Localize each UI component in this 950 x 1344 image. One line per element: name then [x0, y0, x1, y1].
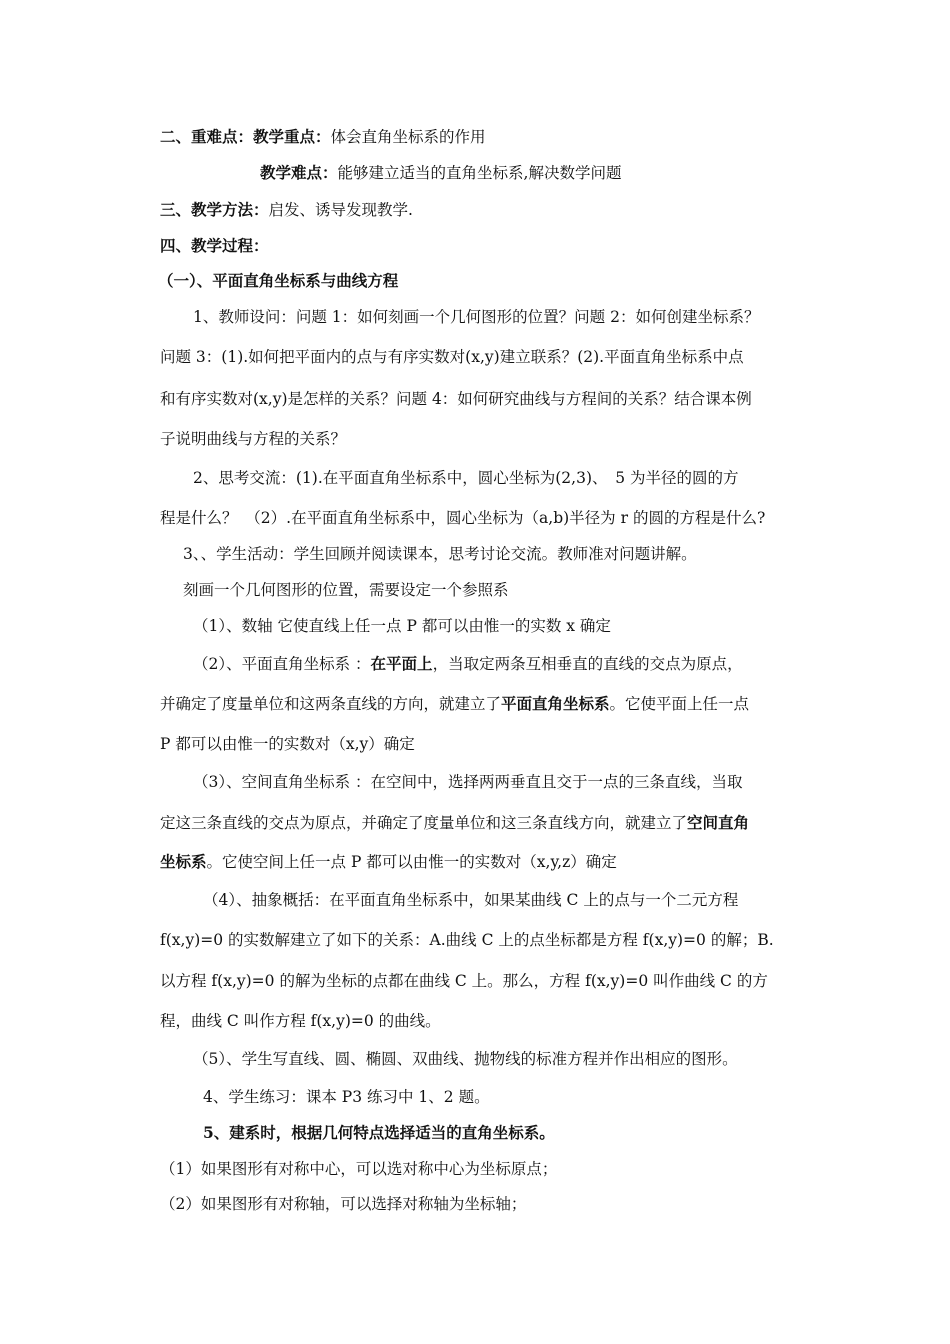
- paragraph-line: （1）、数轴 它使直线上任一点 P 都可以由惟一的实数 x 确定: [193, 617, 611, 635]
- method-text: 启发、诱导发现教学.: [268, 201, 413, 219]
- method-line: [160, 199, 810, 221]
- paragraph-line: 问题 3：(1).如何把平面内的点与有序实数对(x,y)建立联系？(2).平面直角坐标系中点: [160, 348, 744, 366]
- paragraph-line: [193, 653, 843, 675]
- text-run: 并确定了度量单位和这两条直线的方向，就建立了: [160, 695, 502, 713]
- paragraph-line: 程，曲线 C 叫作方程 f(x,y)=0 的曲线。: [160, 1012, 441, 1030]
- part-title: （一）、平面直角坐标系与曲线方程: [158, 271, 399, 290]
- paragraph-line: （3）、空间直角坐标系 ：在空间中，选择两两垂直且交于一点的三条直线，当取: [193, 773, 743, 791]
- section-heading: 三、教学方法：: [160, 200, 269, 219]
- bold-run: 在平面上: [370, 654, 433, 673]
- section-heading: 四、教学过程：: [160, 236, 269, 255]
- key-point-label: 教学重点：: [253, 127, 331, 146]
- paragraph-line: （2）如果图形有对称轴，可以选择对称轴为坐标轴；: [160, 1195, 527, 1213]
- paragraph-line: （5）、学生写直线、圆、椭圆、双曲线、抛物线的标准方程并作出相应的图形。: [193, 1050, 738, 1068]
- paragraph-line: 子说明曲线与方程的关系？: [160, 430, 347, 448]
- text-run: ，当取定两条互相垂直的直线的交点为原点，: [432, 655, 743, 673]
- paragraph-line: 3、、学生活动：学生回顾并阅读课本，思考讨论交流。教师准对问题讲解。: [183, 545, 697, 563]
- paragraph-line: （4）、抽象概括：在平面直角坐标系中，如果某曲线 C 上的点与一个二元方程: [203, 891, 739, 909]
- paragraph-line: [160, 693, 810, 715]
- paragraph-line: [160, 851, 810, 873]
- bold-run: 平面直角坐标系: [501, 694, 610, 713]
- paragraph-line: 4、学生练习：课本 P3 练习中 1、2 题。: [203, 1088, 490, 1106]
- paragraph-line: 以方程 f(x,y)=0 的解为坐标的点都在曲线 C 上。那么，方程 f(x,y)=0 叫作曲线 C 的方: [160, 972, 768, 990]
- difficulty-label: 教学难点：: [260, 163, 338, 182]
- paragraph-line: 程是什么？ （2）.在平面直角坐标系中，圆心坐标为（a,b)半径为 r 的圆的方程是什么?: [160, 509, 766, 527]
- paragraph-line: 和有序实数对(x,y)是怎样的关系？问题 4：如何研究曲线与方程间的关系？结合课本例: [160, 390, 752, 408]
- paragraph-line: [160, 812, 810, 834]
- paragraph-line: P 都可以由惟一的实数对（x,y）确定: [160, 735, 415, 753]
- key-point-text: 体会直角坐标系的作用: [330, 128, 486, 146]
- paragraph-line: 刻画一个几何图形的位置，需要设定一个参照系: [183, 581, 509, 599]
- difficulty-text: 能够建立适当的直角坐标系,解决数学问题: [337, 164, 622, 182]
- paragraph-line: 1、教师设问：问题 1：如何刻画一个几何图形的位置？问题 2：如何创建坐标系？: [193, 308, 760, 326]
- bold-run: 坐标系: [160, 852, 207, 871]
- section-heading: 二、重难点：: [160, 127, 254, 146]
- paragraph-line: f(x,y)=0 的实数解建立了如下的关系：A.曲线 C 上的点坐标都是方程 f(x,y)=0 的解；B.: [160, 931, 774, 949]
- key-points-line: [160, 126, 810, 148]
- paragraph-line: 2、思考交流：(1).在平面直角坐标系中，圆心坐标为(2,3)、 5 为半径的圆的方: [193, 469, 739, 487]
- paragraph-line: （1）如果图形有对称中心，可以选对称中心为坐标原点；: [160, 1160, 558, 1178]
- bold-run: 空间直角: [687, 813, 750, 832]
- text-run: 。它使平面上任一点: [609, 695, 750, 713]
- text-run: 。它使空间上任一点 P 都可以由惟一的实数对（x,y,z）确定: [206, 853, 617, 871]
- difficulty-line: [260, 162, 910, 184]
- item-heading: 5、建系时，根据几何特点选择适当的直角坐标系。: [203, 1123, 555, 1142]
- text-run: （2）、平面直角坐标系 ：: [193, 655, 371, 673]
- text-run: 定这三条直线的交点为原点，并确定了度量单位和这三条直线方向，就建立了: [160, 814, 688, 832]
